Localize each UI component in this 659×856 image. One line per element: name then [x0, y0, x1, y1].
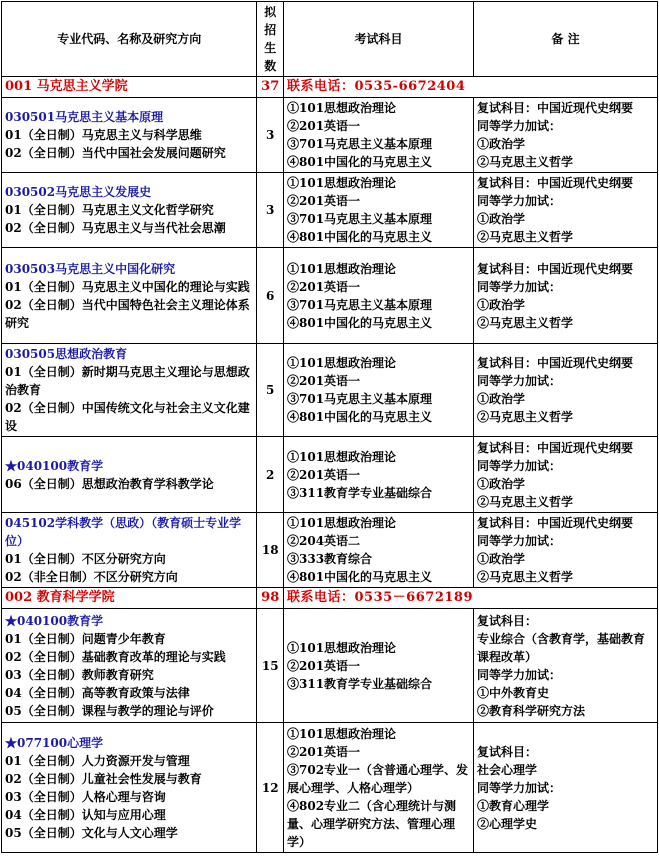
exam-subjects: [284, 98, 474, 173]
exam-subject: ②201英语一: [287, 658, 361, 673]
major-row: [2, 173, 658, 248]
school-contact: 联系电话：0535-6672404: [284, 77, 658, 98]
enroll-count: 15: [257, 609, 284, 723]
research-direction: 03（全日制）教师教育研究: [5, 667, 154, 682]
note-line: 复试科目：中国近现代史纲要: [477, 261, 634, 276]
exam-subject: ③701马克思主义基本原理: [287, 137, 433, 151]
research-direction: 02（全日制）中国传统文化与社会主义文化建设: [5, 401, 250, 433]
exam-subject: ③702专业一（含普通心理学、发展心理学、人格心理学）: [287, 762, 469, 795]
exam-subject: ④801中国化的马克思主义: [287, 410, 433, 424]
exam-subject: ②201英语一: [287, 119, 361, 133]
note-line: ②马克思主义哲学: [477, 570, 574, 584]
exam-subjects: [284, 609, 474, 723]
exam-subject: ①101思想政治理论: [287, 356, 397, 370]
notes-cell: [474, 513, 658, 588]
major-title: 045102学科教学（思政）（教育硕士专业学位）: [5, 516, 242, 548]
note-line: 复试科目：: [477, 744, 538, 759]
exam-subjects: [284, 173, 474, 248]
exam-subjects: [284, 248, 474, 344]
table-body: [2, 77, 658, 853]
research-direction: 02（全日制）儿童社会性发展与教育: [5, 771, 202, 786]
note-line: ①政治学: [477, 212, 526, 226]
note-line: 复试科目：中国近现代史纲要: [477, 356, 634, 370]
note-line: 专业综合（含教育学，基础教育课程改革）: [477, 631, 646, 664]
major-title: ★077100心理学: [5, 735, 104, 750]
header-count: 拟 招 生 数: [257, 2, 284, 77]
admissions-table: [1, 1, 658, 853]
exam-subject: ④802专业二（含心理统计与测量、心理学研究方法、管理心理学）: [287, 798, 457, 849]
exam-subject: ③311教育学专业基础综合: [287, 676, 433, 691]
research-direction: 02（非全日制）不区分研究方向: [5, 570, 178, 584]
research-direction: 02（全日制）马克思主义与当代社会思潮: [5, 221, 226, 235]
notes-cell: [474, 437, 658, 513]
exam-subject: ③701马克思主义基本原理: [287, 297, 433, 312]
major-row: [2, 437, 658, 513]
exam-subject: ②201英语一: [287, 467, 361, 482]
major-row: [2, 609, 658, 723]
exam-subjects: [284, 344, 474, 437]
note-line: 同等学力加试：: [477, 534, 562, 548]
research-direction: 01（全日制）人力资源开发与管理: [5, 753, 190, 768]
note-line: ①教育心理学: [477, 798, 550, 813]
note-line: ①中外教育史: [477, 685, 550, 700]
note-line: 同等学力加试：: [477, 780, 562, 795]
note-line: ②马克思主义哲学: [477, 155, 574, 169]
school-count: 37: [257, 77, 284, 98]
research-direction: 01（全日制）马克思主义与科学思维: [5, 128, 202, 142]
research-direction: 01（全日制）马克思主义文化哲学研究: [5, 203, 214, 217]
exam-subject: ④801中国化的马克思主义: [287, 230, 433, 244]
note-line: 社会心理学: [477, 762, 538, 777]
notes-cell: [474, 723, 658, 853]
exam-subject: ②201英语一: [287, 744, 361, 759]
school-name: 001 马克思主义学院: [2, 77, 257, 98]
school-name: 002 教育科学学院: [2, 588, 257, 609]
major-cell: [2, 248, 257, 344]
research-direction: 01（全日制）新时期马克思主义理论与思想政治教育: [5, 365, 250, 397]
notes-cell: [474, 344, 658, 437]
major-title: 030502马克思主义发展史: [5, 185, 152, 199]
note-line: ②马克思主义哲学: [477, 230, 574, 244]
school-row: [2, 77, 658, 98]
school-count: 98: [257, 588, 284, 609]
exam-subject: ②204英语二: [287, 534, 361, 548]
exam-subject: ①101思想政治理论: [287, 640, 397, 655]
research-direction: 02（全日制）基础教育改革的理论与实践: [5, 649, 226, 664]
exam-subject: ②201英语一: [287, 279, 361, 294]
major-cell: [2, 437, 257, 513]
note-line: ①政治学: [477, 137, 526, 151]
major-title: 030501马克思主义基本原理: [5, 110, 164, 124]
exam-subject: ①101思想政治理论: [287, 261, 397, 276]
enroll-count: 6: [257, 248, 284, 344]
exam-subject: ①101思想政治理论: [287, 176, 397, 190]
note-line: ①政治学: [477, 552, 526, 566]
exam-subjects: [284, 437, 474, 513]
exam-subject: ③701马克思主义基本原理: [287, 212, 433, 226]
major-title: 030503马克思主义中国化研究: [5, 261, 176, 276]
notes-cell: [474, 173, 658, 248]
enroll-count: 18: [257, 513, 284, 588]
major-title: ★040100教育学: [5, 613, 104, 628]
note-line: ①政治学: [477, 297, 526, 312]
enroll-count: 2: [257, 437, 284, 513]
note-line: ②马克思主义哲学: [477, 410, 574, 424]
major-title: ★040100教育学: [5, 458, 104, 473]
exam-subject: ④801中国化的马克思主义: [287, 570, 433, 584]
major-row: [2, 248, 658, 344]
major-cell: [2, 98, 257, 173]
note-line: 复试科目：中国近现代史纲要: [477, 101, 634, 115]
note-line: ②马克思主义哲学: [477, 494, 574, 509]
note-line: 同等学力加试：: [477, 458, 562, 473]
school-row: [2, 588, 658, 609]
exam-subject: ②201英语一: [287, 194, 361, 208]
header-major: 专业代码、名称及研究方向: [2, 2, 257, 77]
exam-subject: ④801中国化的马克思主义: [287, 155, 433, 169]
major-row: [2, 98, 658, 173]
research-direction: 05（全日制）课程与教学的理论与评价: [5, 703, 214, 718]
header-notes: 备 注: [474, 2, 658, 77]
enroll-count: 12: [257, 723, 284, 853]
exam-subject: ①101思想政治理论: [287, 726, 397, 741]
exam-subjects: [284, 513, 474, 588]
note-line: 同等学力加试：: [477, 374, 562, 388]
notes-cell: [474, 248, 658, 344]
notes-cell: [474, 98, 658, 173]
major-cell: [2, 609, 257, 723]
research-direction: 01（全日制）马克思主义中国化的理论与实践: [5, 279, 250, 294]
note-line: 同等学力加试：: [477, 194, 562, 208]
exam-subject: ①101思想政治理论: [287, 101, 397, 115]
research-direction: 02（全日制）当代中国特色社会主义理论体系研究: [5, 297, 250, 330]
note-line: 同等学力加试：: [477, 279, 562, 294]
enroll-count: 3: [257, 98, 284, 173]
note-line: 复试科目：中国近现代史纲要: [477, 440, 634, 455]
exam-subject: ④801中国化的马克思主义: [287, 315, 433, 330]
header-row: [2, 2, 658, 77]
exam-subject: ①101思想政治理论: [287, 516, 397, 530]
major-cell: [2, 513, 257, 588]
note-line: 同等学力加试：: [477, 119, 562, 133]
exam-subject: ①101思想政治理论: [287, 449, 397, 464]
major-row: [2, 513, 658, 588]
exam-subject: ③701马克思主义基本原理: [287, 392, 433, 406]
note-line: ②教育科学研究方法: [477, 703, 586, 718]
note-line: ①政治学: [477, 476, 526, 491]
notes-cell: [474, 609, 658, 723]
exam-subject: ③333教育综合: [287, 552, 373, 566]
note-line: 复试科目：: [477, 613, 538, 628]
major-cell: [2, 723, 257, 853]
enroll-count: 3: [257, 173, 284, 248]
research-direction: 01（全日制）问题青少年教育: [5, 631, 166, 646]
exam-subject: ③311教育学专业基础综合: [287, 485, 433, 500]
header-subjects: 考试科目: [284, 2, 474, 77]
research-direction: 03（全日制）人格心理与咨询: [5, 789, 166, 804]
note-line: 同等学力加试：: [477, 667, 562, 682]
research-direction: 02（全日制）当代中国社会发展问题研究: [5, 146, 226, 160]
major-row: [2, 344, 658, 437]
note-line: ②马克思主义哲学: [477, 315, 574, 330]
exam-subject: ②201英语一: [287, 374, 361, 388]
school-contact: 联系电话：0535－6672189: [284, 588, 658, 609]
major-title: 030505思想政治教育: [5, 347, 128, 361]
note-line: 复试科目：中国近现代史纲要: [477, 176, 634, 190]
note-line: ①政治学: [477, 392, 526, 406]
note-line: 复试科目：中国近现代史纲要: [477, 516, 634, 530]
research-direction: 04（全日制）认知与应用心理: [5, 807, 166, 822]
major-cell: [2, 173, 257, 248]
enroll-count: 5: [257, 344, 284, 437]
exam-subjects: [284, 723, 474, 853]
note-line: ②心理学史: [477, 816, 538, 831]
major-row: [2, 723, 658, 853]
research-direction: 04（全日制）高等教育政策与法律: [5, 685, 190, 700]
major-cell: [2, 344, 257, 437]
research-direction: 06（全日制）思想政治教育学科教学论: [5, 476, 214, 491]
research-direction: 01（全日制）不区分研究方向: [5, 552, 166, 566]
research-direction: 05（全日制）文化与人文心理学: [5, 825, 178, 840]
